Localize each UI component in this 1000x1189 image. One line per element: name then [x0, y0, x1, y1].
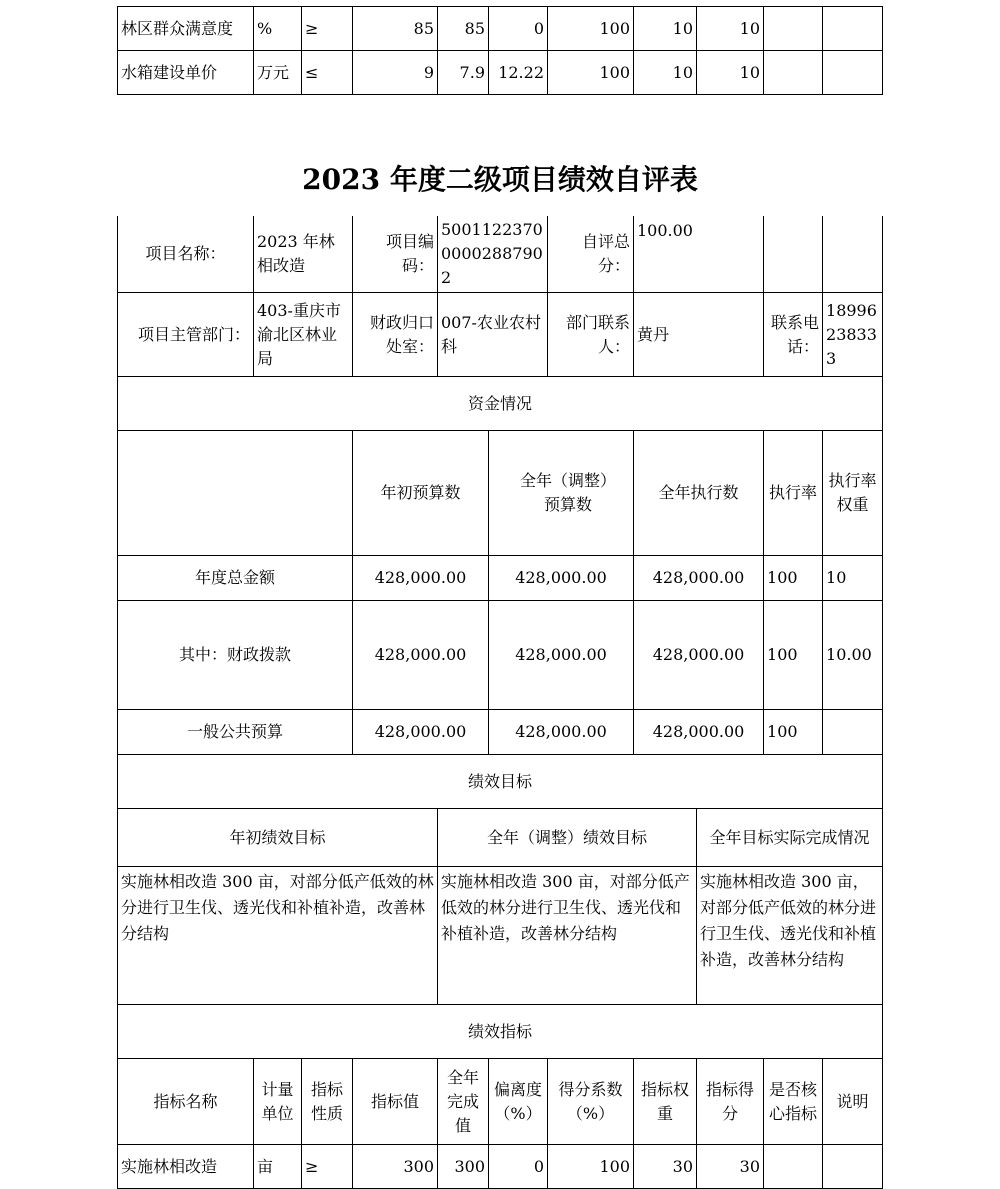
goals-header-actual: 全年目标实际完成情况 — [697, 809, 883, 867]
table-row — [118, 556, 883, 601]
funds-header-rate: 执行率 — [764, 431, 823, 556]
finance-label: 财政归口处室： — [353, 293, 438, 377]
funds-header-blank — [118, 431, 353, 556]
funds-initial: 428,000.00 — [353, 556, 489, 601]
goals-header-initial: 年初绩效目标 — [118, 809, 438, 867]
table-row — [118, 7, 883, 51]
ind-header-weight: 指标权重 — [634, 1059, 697, 1145]
indicator-score: 10 — [697, 51, 764, 95]
indicator-score: 30 — [697, 1145, 764, 1189]
indicator-actual: 300 — [438, 1145, 489, 1189]
performance-evaluation-table — [117, 216, 883, 1189]
indicator-core — [764, 51, 823, 95]
indicator-name: 实施林相改造 — [118, 1145, 254, 1189]
funds-header-weight: 执行率权重 — [823, 431, 883, 556]
dept-label: 项目主管部门： — [118, 293, 254, 377]
indicator-target: 300 — [353, 1145, 438, 1189]
indicator-weight: 30 — [634, 1145, 697, 1189]
ind-header-note: 说明 — [823, 1059, 883, 1145]
project-name-label: 项目名称： — [118, 216, 254, 293]
ind-header-nature: 指标性质 — [302, 1059, 353, 1145]
finance-value: 007-农业农村科 — [438, 293, 548, 377]
dept-value: 403-重庆市渝北区林业局 — [254, 293, 353, 377]
indicator-note — [823, 7, 883, 51]
goals-section-title: 绩效目标 — [118, 755, 883, 809]
indicator-unit: % — [254, 7, 302, 51]
goals-header-row — [118, 809, 883, 867]
indicator-unit: 亩 — [254, 1145, 302, 1189]
funds-executed: 428,000.00 — [634, 710, 764, 755]
indicator-target: 9 — [353, 51, 438, 95]
indicator-note — [823, 1145, 883, 1189]
ind-header-actual: 全年完成值 — [438, 1059, 489, 1145]
funds-row-label: 一般公共预算 — [118, 710, 353, 755]
indicator-nature: ≥ — [302, 1145, 353, 1189]
ind-header-unit: 计量单位 — [254, 1059, 302, 1145]
goals-header-adjusted: 全年（调整）绩效目标 — [438, 809, 697, 867]
contact-label: 部门联系人： — [548, 293, 634, 377]
goal-adjusted-text: 实施林相改造 300 亩，对部分低产低效的林分进行卫生伐、透光伐和补植补造，改善林分结构 — [438, 867, 697, 1005]
funds-header-row — [118, 431, 883, 556]
indicator-name: 水箱建设单价 — [118, 51, 254, 95]
funds-rate: 100 — [764, 710, 823, 755]
funds-initial: 428,000.00 — [353, 601, 489, 710]
funds-executed: 428,000.00 — [634, 601, 764, 710]
funds-adjusted: 428,000.00 — [489, 601, 634, 710]
table-row — [118, 601, 883, 710]
phone-value: 18996238333 — [823, 293, 883, 377]
funds-weight: 10 — [823, 556, 883, 601]
project-code-value: 500112237000002887902 — [438, 216, 548, 293]
funds-row-label: 其中：财政拨款 — [118, 601, 353, 710]
indicator-coef: 100 — [548, 7, 634, 51]
indicator-weight: 10 — [634, 7, 697, 51]
funds-rate: 100 — [764, 601, 823, 710]
indicator-name: 林区群众满意度 — [118, 7, 254, 51]
project-info-row — [118, 216, 883, 293]
indicator-deviation: 12.22 — [489, 51, 548, 95]
funds-header-executed: 全年执行数 — [634, 431, 764, 556]
funds-initial: 428,000.00 — [353, 710, 489, 755]
indicators-header-row — [118, 1059, 883, 1145]
ind-header-deviation: 偏离度（%） — [489, 1059, 548, 1145]
ind-header-coef: 得分系数（%） — [548, 1059, 634, 1145]
section-row — [118, 755, 883, 809]
table-row — [118, 710, 883, 755]
goal-initial-text: 实施林相改造 300 亩，对部分低产低效的林分进行卫生伐、透光伐和补植补造，改善林分结构 — [118, 867, 438, 1005]
indicator-nature: ≤ — [302, 51, 353, 95]
goal-actual-text: 实施林相改造 300 亩，对部分低产低效的林分进行卫生伐、透光伐和补植补造，改善林分结构 — [697, 867, 883, 1005]
indicator-coef: 100 — [548, 51, 634, 95]
ind-header-name: 指标名称 — [118, 1059, 254, 1145]
project-name-value: 2023 年林相改造 — [254, 216, 353, 293]
funds-adjusted: 428,000.00 — [489, 710, 634, 755]
funds-header-adjusted: 全年（调整）预算数 — [489, 431, 634, 556]
indicator-core — [764, 7, 823, 51]
funds-header-initial: 年初预算数 — [353, 431, 489, 556]
indicator-note — [823, 51, 883, 95]
indicator-core — [764, 1145, 823, 1189]
ind-header-target: 指标值 — [353, 1059, 438, 1145]
phone-label: 联系电话： — [764, 293, 823, 377]
indicator-score: 10 — [697, 7, 764, 51]
indicator-unit: 万元 — [254, 51, 302, 95]
indicator-weight: 10 — [634, 51, 697, 95]
funds-section-title: 资金情况 — [118, 377, 883, 431]
indicator-nature: ≥ — [302, 7, 353, 51]
indicators-section-title: 绩效指标 — [118, 1005, 883, 1059]
indicator-continuation-table — [117, 6, 883, 95]
indicator-deviation: 0 — [489, 1145, 548, 1189]
indicator-deviation: 0 — [489, 7, 548, 51]
self-eval-label: 自评总分： — [548, 216, 634, 293]
section-row — [118, 1005, 883, 1059]
indicator-actual: 85 — [438, 7, 489, 51]
table-row — [118, 1145, 883, 1189]
indicator-coef: 100 — [548, 1145, 634, 1189]
section-row — [118, 377, 883, 431]
funds-weight — [823, 710, 883, 755]
funds-weight: 10.00 — [823, 601, 883, 710]
page-title: 2023 年度二级项目绩效自评表 — [302, 163, 698, 196]
department-info-row — [118, 293, 883, 377]
funds-rate: 100 — [764, 556, 823, 601]
ind-header-core: 是否核心指标 — [764, 1059, 823, 1145]
funds-row-label: 年度总金额 — [118, 556, 353, 601]
project-code-label: 项目编码： — [353, 216, 438, 293]
indicator-target: 85 — [353, 7, 438, 51]
funds-adjusted: 428,000.00 — [489, 556, 634, 601]
indicator-actual: 7.9 — [438, 51, 489, 95]
table-row — [118, 51, 883, 95]
goals-content-row — [118, 867, 883, 1005]
ind-header-score: 指标得分 — [697, 1059, 764, 1145]
contact-value: 黄丹 — [634, 293, 764, 377]
funds-executed: 428,000.00 — [634, 556, 764, 601]
self-eval-value: 100.00 — [634, 216, 764, 293]
